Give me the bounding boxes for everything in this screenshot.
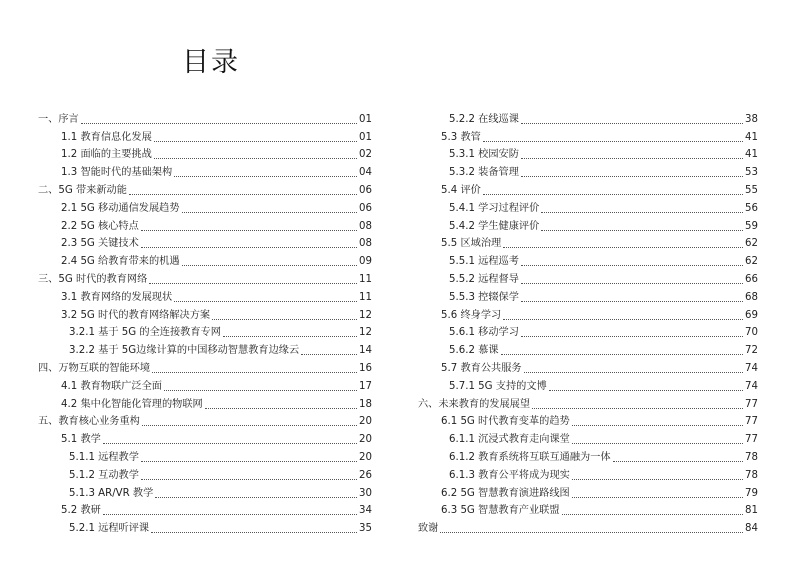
toc-entry[interactable] (418, 286, 758, 304)
toc-entry-page: 53 (745, 167, 758, 179)
dot-leader (562, 513, 743, 515)
toc-entry-page: 68 (745, 291, 758, 303)
toc-entry[interactable] (38, 357, 372, 375)
toc-entry-title: 3.2.2 基于 5G边缘计算的中国移动智慧教育边缘云 (69, 345, 300, 357)
toc-entry-page: 56 (745, 202, 758, 214)
toc-entry-title: 3.2.1 基于 5G 的全连接教育专网 (69, 327, 221, 339)
dot-leader (81, 122, 357, 124)
toc-entry[interactable] (418, 268, 758, 286)
toc-entry-title: 1.1 教育信息化发展 (61, 131, 152, 143)
toc-entry-title: 5.4.2 学生健康评价 (449, 220, 540, 232)
toc-entry-page: 59 (745, 220, 758, 232)
toc-entry-title: 5.5.2 远程督导 (449, 273, 519, 285)
dot-leader (129, 193, 357, 195)
toc-entry-page: 11 (359, 291, 372, 303)
dot-leader (182, 264, 357, 266)
toc-entry[interactable] (418, 233, 758, 251)
toc-entry-title: 6.1.2 教育系统将互联互通融为一体 (449, 451, 611, 463)
toc-entry[interactable] (418, 393, 758, 411)
toc-entry[interactable] (38, 446, 372, 464)
toc-entry[interactable] (38, 108, 372, 126)
toc-entry-title: 2.2 5G 核心特点 (61, 220, 139, 232)
toc-entry-page: 78 (745, 469, 758, 481)
toc-entry[interactable] (418, 108, 758, 126)
toc-entry-title: 5.6.1 移动学习 (449, 327, 519, 339)
dot-leader (440, 531, 743, 533)
toc-entry-title: 5.3 教管 (441, 131, 481, 143)
toc-entry[interactable] (418, 500, 758, 518)
toc-entry-title: 1.3 智能时代的基础架构 (61, 167, 173, 179)
toc-entry[interactable] (38, 517, 372, 535)
dot-leader (151, 531, 357, 533)
toc-entry-title: 5.4 评价 (441, 184, 481, 196)
toc-entry[interactable] (418, 322, 758, 340)
toc-entry-title: 4.1 教育物联广泛全面 (61, 380, 162, 392)
toc-entry-title: 五、教育核心业务重构 (38, 416, 140, 428)
toc-entry[interactable] (38, 375, 372, 393)
toc-entry-title: 5.3.1 校园安防 (449, 149, 519, 161)
toc-entry[interactable] (418, 179, 758, 197)
dot-leader (549, 389, 743, 391)
toc-entry-page: 34 (359, 505, 372, 517)
dot-leader (182, 211, 357, 213)
dot-leader (223, 335, 357, 337)
toc-entry[interactable] (418, 375, 758, 393)
toc-entry[interactable] (418, 339, 758, 357)
toc-entry-page: 70 (745, 327, 758, 339)
toc-entry[interactable] (418, 144, 758, 162)
toc-entry[interactable] (38, 215, 372, 233)
toc-entry[interactable] (38, 144, 372, 162)
toc-entry[interactable] (38, 411, 372, 429)
toc-entry[interactable] (38, 428, 372, 446)
dot-leader (142, 424, 357, 426)
toc-entry-title: 2.1 5G 移动通信发展趋势 (61, 202, 180, 214)
toc-entry-page: 14 (359, 345, 372, 357)
toc-entry[interactable] (418, 304, 758, 322)
toc-column-left (38, 108, 372, 535)
toc-entry[interactable] (418, 464, 758, 482)
toc-entry-page: 77 (745, 398, 758, 410)
dot-leader (572, 442, 743, 444)
dot-leader (501, 353, 743, 355)
dot-leader (521, 175, 743, 177)
dot-leader (155, 496, 357, 498)
dot-leader (521, 335, 743, 337)
toc-entry-title: 3.1 教育网络的发展现状 (61, 291, 173, 303)
toc-entry-title: 一、序言 (38, 113, 79, 125)
dot-leader (205, 407, 357, 409)
toc-entry-page: 41 (745, 149, 758, 161)
dot-leader (141, 246, 357, 248)
dot-leader (521, 157, 743, 159)
toc-entry[interactable] (38, 464, 372, 482)
toc-entry[interactable] (38, 322, 372, 340)
dot-leader (103, 513, 357, 515)
toc-entry[interactable] (38, 179, 372, 197)
dot-leader (532, 407, 743, 409)
toc-entry-page: 04 (359, 167, 372, 179)
toc-entry-title: 致谢 (418, 523, 439, 535)
toc-entry-page: 06 (359, 184, 372, 196)
toc-entry-page: 08 (359, 238, 372, 250)
dot-leader (154, 157, 357, 159)
toc-entry-title: 5.5.3 控辍保学 (449, 291, 519, 303)
dot-leader (103, 442, 357, 444)
dot-leader (521, 300, 743, 302)
dot-leader (572, 424, 743, 426)
toc-entry-title: 5.3.2 装备管理 (449, 167, 519, 179)
toc-entry-page: 62 (745, 256, 758, 268)
toc-entry[interactable] (418, 446, 758, 464)
page-title: 目录 (182, 47, 240, 78)
toc-entry-page: 69 (745, 309, 758, 321)
toc-entry[interactable] (38, 393, 372, 411)
toc-entry[interactable] (38, 482, 372, 500)
toc-entry-page: 84 (745, 523, 758, 535)
toc-entry-page: 35 (359, 523, 372, 535)
dot-leader (174, 175, 357, 177)
toc-entry[interactable] (38, 161, 372, 179)
toc-entry[interactable] (418, 161, 758, 179)
toc-entry-page: 20 (359, 416, 372, 428)
toc-entry-title: 5.1 教学 (61, 434, 101, 446)
toc-entry[interactable] (38, 268, 372, 286)
toc-entry-page: 77 (745, 416, 758, 428)
dot-leader (613, 460, 743, 462)
toc-entry-page: 38 (745, 113, 758, 125)
toc-entry-title: 1.2 面临的主要挑战 (61, 149, 152, 161)
toc-entry-title: 4.2 集中化智能化管理的物联网 (61, 398, 203, 410)
toc-entry-title: 四、万物互联的智能环境 (38, 362, 151, 374)
toc-entry-page: 02 (359, 149, 372, 161)
toc-entry-title: 5.2 教研 (61, 505, 101, 517)
toc-entry-page: 11 (359, 273, 372, 285)
toc-entry-title: 5.7.1 5G 支持的文博 (449, 380, 547, 392)
toc-entry-title: 6.3 5G 智慧教育产业联盟 (441, 505, 560, 517)
toc-entry-title: 5.4.1 学习过程评价 (449, 202, 540, 214)
toc-entry-title: 2.3 5G 关键技术 (61, 238, 139, 250)
toc-entry[interactable] (38, 304, 372, 322)
toc-entry[interactable] (418, 126, 758, 144)
toc-entry-page: 78 (745, 451, 758, 463)
dot-leader (541, 211, 743, 213)
toc-entry[interactable] (38, 339, 372, 357)
toc-entry-page: 01 (359, 113, 372, 125)
toc-entry-title: 6.1 5G 时代教育变革的趋势 (441, 416, 570, 428)
dot-leader (301, 353, 357, 355)
dot-leader (149, 282, 357, 284)
toc-entry-page: 62 (745, 238, 758, 250)
toc-entry-page: 12 (359, 327, 372, 339)
toc-entry-title: 5.1.2 互动教学 (69, 469, 139, 481)
toc-entry-title: 3.2 5G 时代的教育网络解决方案 (61, 309, 211, 321)
toc-entry-page: 26 (359, 469, 372, 481)
toc-entry-title: 六、未来教育的发展展望 (418, 398, 531, 410)
dot-leader (572, 496, 743, 498)
toc-entry[interactable] (38, 126, 372, 144)
toc-entry-page: 74 (745, 380, 758, 392)
toc-entry-page: 17 (359, 380, 372, 392)
toc-entry[interactable] (418, 482, 758, 500)
toc-entry-title: 5.6 终身学习 (441, 309, 502, 321)
toc-entry-page: 20 (359, 451, 372, 463)
toc-entry-page: 20 (359, 434, 372, 446)
toc-entry-page: 01 (359, 131, 372, 143)
dot-leader (524, 371, 743, 373)
dot-leader (141, 460, 357, 462)
toc-entry-title: 5.5 区域治理 (441, 238, 502, 250)
toc-entry-page: 06 (359, 202, 372, 214)
toc-entry-title: 6.2 5G 智慧教育演进路线图 (441, 487, 570, 499)
dot-leader (212, 318, 357, 320)
dot-leader (541, 229, 743, 231)
dot-leader (164, 389, 357, 391)
dot-leader (503, 318, 743, 320)
toc-entry-page: 18 (359, 398, 372, 410)
toc-entry-title: 5.5.1 远程巡考 (449, 256, 519, 268)
toc-entry-title: 6.1.3 教育公平将成为现实 (449, 469, 570, 481)
toc-entry-page: 81 (745, 505, 758, 517)
toc-entry-page: 09 (359, 256, 372, 268)
dot-leader (141, 478, 357, 480)
toc-entry-title: 2.4 5G 给教育带来的机遇 (61, 256, 180, 268)
toc-entry-title: 5.7 教育公共服务 (441, 362, 522, 374)
dot-leader (174, 300, 357, 302)
toc-entry[interactable] (418, 197, 758, 215)
toc-entry-title: 6.1.1 沉浸式教育走向课堂 (449, 434, 570, 446)
toc-entry[interactable] (418, 428, 758, 446)
toc-entry-title: 二、5G 带来新动能 (38, 184, 127, 196)
toc-entry-title: 5.1.3 AR/VR 教学 (69, 487, 154, 499)
toc-entry-page: 74 (745, 362, 758, 374)
toc-entry[interactable] (418, 250, 758, 268)
dot-leader (572, 478, 743, 480)
toc-entry-title: 5.1.1 远程教学 (69, 451, 139, 463)
dot-leader (483, 193, 743, 195)
toc-entry-page: 16 (359, 362, 372, 374)
toc-entry-page: 12 (359, 309, 372, 321)
toc-entry[interactable] (38, 286, 372, 304)
toc-entry[interactable] (418, 517, 758, 535)
toc-entry-title: 5.2.2 在线巡课 (449, 113, 519, 125)
toc-entry-title: 三、5G 时代的教育网络 (38, 273, 148, 285)
toc-entry-title: 5.6.2 慕课 (449, 345, 499, 357)
toc-entry[interactable] (38, 197, 372, 215)
toc-entry-page: 66 (745, 273, 758, 285)
dot-leader (483, 140, 743, 142)
dot-leader (152, 371, 357, 373)
toc-entry-page: 55 (745, 184, 758, 196)
dot-leader (521, 122, 743, 124)
toc-entry-page: 30 (359, 487, 372, 499)
toc-entry[interactable] (38, 233, 372, 251)
dot-leader (503, 246, 743, 248)
dot-leader (141, 229, 357, 231)
toc-column-right (418, 108, 758, 535)
toc-entry[interactable] (38, 250, 372, 268)
dot-leader (521, 282, 743, 284)
toc-entry[interactable] (418, 411, 758, 429)
toc-entry-page: 79 (745, 487, 758, 499)
toc-entry[interactable] (418, 215, 758, 233)
toc-entry-page: 72 (745, 345, 758, 357)
toc-entry[interactable] (38, 500, 372, 518)
toc-entry[interactable] (418, 357, 758, 375)
toc-entry-page: 08 (359, 220, 372, 232)
toc-entry-page: 77 (745, 434, 758, 446)
dot-leader (154, 140, 357, 142)
toc-entry-title: 5.2.1 远程听评课 (69, 523, 150, 535)
dot-leader (521, 264, 743, 266)
toc-entry-page: 41 (745, 131, 758, 143)
